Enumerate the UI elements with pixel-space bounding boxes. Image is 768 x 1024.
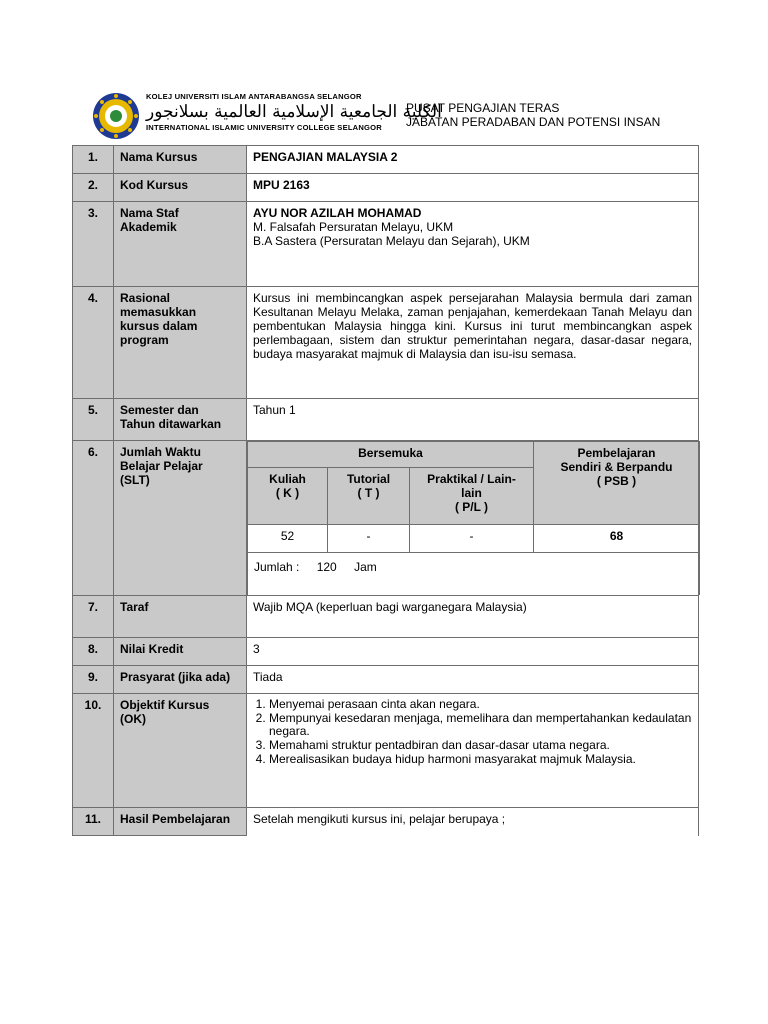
row-label <box>114 441 247 596</box>
row-number: 8. <box>73 638 114 666</box>
college-name-arabic: الكلية الجامعية الإسلامية العالمية بسلانجور <box>146 102 442 122</box>
label-line: Tahun ditawarkan <box>120 417 222 431</box>
table-row <box>73 146 699 174</box>
row-number: 1. <box>73 146 114 174</box>
label-line: (OK) <box>120 712 146 726</box>
label-line: program <box>120 333 169 347</box>
college-name-english: INTERNATIONAL ISLAMIC UNIVERSITY COLLEGE SELANGOR <box>146 123 382 132</box>
row-label: Hasil Pembelajaran <box>114 808 247 836</box>
kuliah-header-line: Kuliah <box>269 472 306 486</box>
row-number: 6. <box>73 441 114 596</box>
row-label <box>114 202 247 287</box>
row-label: Kod Kursus <box>114 174 247 202</box>
table-row <box>73 287 699 399</box>
table-row <box>73 808 699 836</box>
table-row <box>73 399 699 441</box>
tutorial-header-line: ( T ) <box>357 486 380 500</box>
psb-header-line: ( PSB ) <box>596 474 637 488</box>
label-line: Belajar Pelajar <box>120 459 203 473</box>
course-info-table <box>72 145 699 836</box>
praktikal-header <box>410 468 534 525</box>
table-row <box>73 638 699 666</box>
total-label: Jumlah : <box>254 560 300 574</box>
kuliah-value: 52 <box>248 525 328 553</box>
label-line: Objektif Kursus <box>120 698 210 712</box>
label-line: kursus dalam <box>120 319 198 333</box>
row-number: 9. <box>73 666 114 694</box>
kuliah-header-line: ( K ) <box>275 486 300 500</box>
total-value: 120 <box>316 560 337 574</box>
label-line: Semester dan <box>120 403 199 417</box>
staff-name: AYU NOR AZILAH MOHAMAD <box>253 206 422 220</box>
document-header <box>92 92 702 142</box>
centre-block <box>406 101 660 129</box>
table-row <box>73 666 699 694</box>
row-label: Nilai Kredit <box>114 638 247 666</box>
table-row <box>73 202 699 287</box>
college-logo-icon <box>92 92 140 140</box>
slt-values-row <box>248 525 700 553</box>
label-line: (SLT) <box>120 473 150 487</box>
objectives-list <box>253 698 692 766</box>
psb-header-line: Sendiri & Berpandu <box>560 460 673 474</box>
rationale-text: Kursus ini membincangkan aspek persejarahan Malaysia bermula dari zaman Kesultanan Melayu Melaka, zaman penjajahan, kemerdekaan Tanah Melayu dan pembentukan Malaysia hingga kini. Kursus ini turut membincangkan aspek perlembagaan, sistem dan struktur pemerintahan negara, dasar-dasar negara, budaya masyarakat majmuk di Malaysia dan isu-isu semasa. <box>247 287 699 399</box>
row-number: 7. <box>73 596 114 638</box>
slt-cell <box>247 441 699 596</box>
praktikal-header-line: Praktikal / Lain- <box>427 472 516 486</box>
staff-qualification: B.A Sastera (Persuratan Melayu dan Sejarah), UKM <box>253 234 530 248</box>
staff-qualification: M. Falsafah Persuratan Melayu, UKM <box>253 220 454 234</box>
tutorial-header <box>328 468 410 525</box>
tutorial-header-line: Tutorial <box>346 472 391 486</box>
row-label: Nama Kursus <box>114 146 247 174</box>
label-line: Nama Staf <box>120 206 179 220</box>
table-row <box>73 596 699 638</box>
centre-name: PUSAT PENGAJIAN TERAS <box>406 101 560 115</box>
label-line: memasukkan <box>120 305 197 319</box>
tutorial-value: - <box>328 525 410 553</box>
row-label <box>114 694 247 808</box>
credit-value: 3 <box>247 638 699 666</box>
slt-total <box>248 553 700 595</box>
slt-header-row <box>248 442 700 468</box>
course-name-value: PENGAJIAN MALAYSIA 2 <box>247 146 699 174</box>
table-row <box>73 174 699 202</box>
label-line: Jumlah Waktu <box>120 445 201 459</box>
slt-table <box>247 441 700 595</box>
row-label <box>114 287 247 399</box>
slt-total-row <box>248 553 700 595</box>
semester-value: Tahun 1 <box>247 399 699 441</box>
objectives-cell <box>247 694 699 808</box>
table-row <box>73 441 699 596</box>
list-item: 2. Mempunyai kesedaran menjaga, memelihara dan mempertahankan kedaulatan negara. <box>269 712 692 738</box>
list-item: 4. Merealisasikan budaya hidup harmoni masyarakat majmuk Malaysia. <box>269 753 692 766</box>
list-item: 1. Menyemai perasaan cinta akan negara. <box>269 698 692 711</box>
row-number: 5. <box>73 399 114 441</box>
row-number: 10. <box>73 694 114 808</box>
row-number: 2. <box>73 174 114 202</box>
learning-outcome-intro: Setelah mengikuti kursus ini, pelajar berupaya ; <box>247 808 699 836</box>
praktikal-header-line: ( P/L ) <box>454 500 489 514</box>
row-number: 11. <box>73 808 114 836</box>
prerequisite-value: Tiada <box>247 666 699 694</box>
total-unit: Jam <box>354 560 377 574</box>
course-code-value: MPU 2163 <box>247 174 699 202</box>
row-label: Prasyarat (jika ada) <box>114 666 247 694</box>
psb-header <box>534 442 700 525</box>
row-number: 4. <box>73 287 114 399</box>
psb-value: 68 <box>534 525 700 553</box>
college-name-malay: KOLEJ UNIVERSITI ISLAM ANTARABANGSA SELANGOR <box>146 92 362 101</box>
label-line: Rasional <box>120 291 171 305</box>
label-line: Akademik <box>120 220 177 234</box>
praktikal-header-line: lain <box>461 486 482 500</box>
staff-cell <box>247 202 699 287</box>
row-label: Taraf <box>114 596 247 638</box>
list-item: 3. Memahami struktur pentadbiran dan dasar-dasar utama negara. <box>269 739 692 752</box>
department-name: JABATAN PERADABAN DAN POTENSI INSAN <box>406 115 661 129</box>
bersemuka-header: Bersemuka <box>248 442 534 468</box>
kuliah-header <box>248 468 328 525</box>
status-value: Wajib MQA (keperluan bagi warganegara Malaysia) <box>247 596 699 638</box>
psb-header-line: Pembelajaran <box>577 446 656 460</box>
table-row <box>73 694 699 808</box>
row-label <box>114 399 247 441</box>
praktikal-value: - <box>410 525 534 553</box>
row-number: 3. <box>73 202 114 287</box>
